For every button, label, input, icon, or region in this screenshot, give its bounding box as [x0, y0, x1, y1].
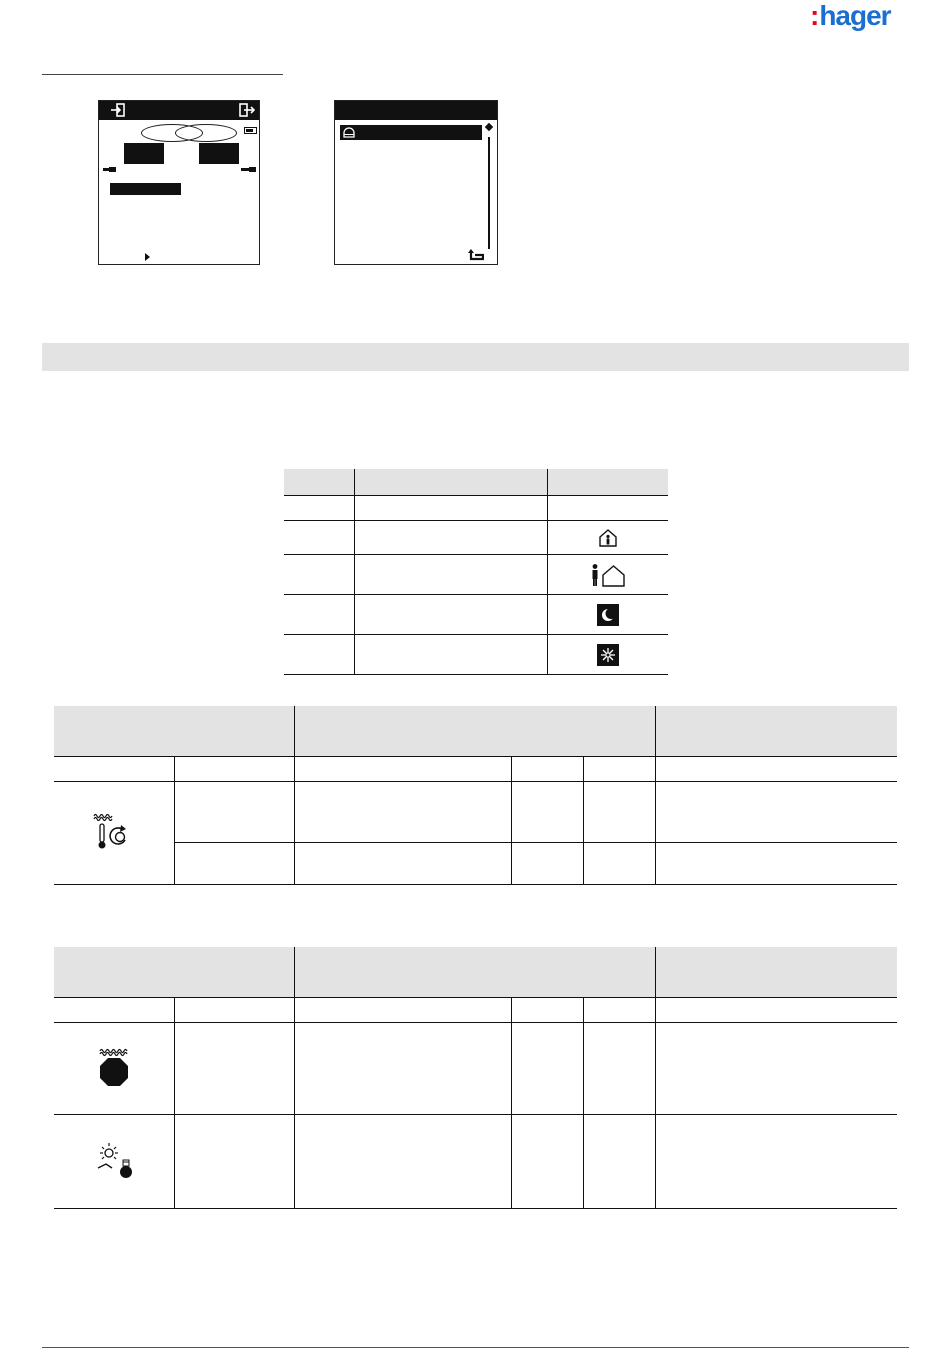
table-cell [294, 998, 511, 1023]
thermometer-heat-cycle-icon [92, 812, 136, 852]
header-cell [548, 469, 668, 496]
table-cell [174, 757, 294, 782]
table-cell [548, 496, 668, 521]
plug-right-wire [241, 168, 249, 171]
table-cell [548, 595, 668, 635]
screen-top-bar [335, 101, 497, 120]
table-row [284, 635, 668, 675]
table-cell [655, 843, 897, 885]
table-cell [583, 757, 655, 782]
person-away-home-icon [590, 563, 626, 587]
table-cell [354, 595, 547, 635]
header-cell [655, 947, 897, 998]
logo-colon: : [810, 0, 819, 31]
table-cell [655, 757, 897, 782]
table-header-row [54, 706, 897, 757]
hager-logo [810, 0, 891, 32]
table-cell [655, 782, 897, 843]
scrollbar[interactable] [488, 137, 490, 249]
table-row [284, 595, 668, 635]
device-screen-menu [334, 100, 498, 265]
scroll-diamond-icon [485, 123, 493, 131]
table-cell [354, 555, 547, 595]
snowflake-icon [597, 644, 619, 666]
sun-cold-icon [92, 1140, 136, 1180]
table-cell [54, 1023, 174, 1115]
login-icon [111, 103, 125, 117]
table-header-row [284, 469, 668, 496]
function-table-b [54, 947, 897, 1209]
logout-icon [239, 103, 255, 117]
table-cell [354, 635, 547, 675]
table-cell [511, 1023, 583, 1115]
table-row [54, 1023, 897, 1115]
table-cell [548, 555, 668, 595]
table-cell [174, 998, 294, 1023]
table-row [54, 1115, 897, 1209]
plug-right-icon [249, 167, 256, 172]
selected-menu-bar[interactable] [110, 183, 181, 195]
table-cell [511, 757, 583, 782]
table-cell [511, 998, 583, 1023]
table-cell [54, 782, 174, 885]
table-row [284, 555, 668, 595]
right-ellipse [175, 124, 237, 142]
logo-text: hager [819, 0, 891, 31]
table-cell [294, 1115, 511, 1209]
table-cell [655, 1115, 897, 1209]
table-header-row [54, 947, 897, 998]
moon-icon [597, 604, 619, 626]
table-row [54, 782, 897, 843]
table-cell [174, 1023, 294, 1115]
table-cell [284, 496, 354, 521]
table-subheader-row [54, 998, 897, 1023]
table-cell [284, 555, 354, 595]
table-cell [294, 782, 511, 843]
stop-heat-icon [97, 1047, 131, 1087]
table-cell [54, 757, 174, 782]
function-table-a [54, 706, 897, 885]
header-cell [54, 706, 294, 757]
table-cell [174, 782, 294, 843]
table-cell [583, 782, 655, 843]
home-person-icon [597, 528, 619, 548]
top-rule [42, 74, 283, 75]
table-cell [54, 998, 174, 1023]
table-cell [583, 998, 655, 1023]
play-arrow-icon [145, 253, 150, 261]
table-subheader-row [54, 757, 897, 782]
table-cell [284, 635, 354, 675]
value-block-left [124, 143, 164, 164]
table-cell [655, 998, 897, 1023]
back-return-icon[interactable] [468, 247, 484, 261]
table-row [284, 496, 668, 521]
selected-menu-item[interactable] [340, 125, 482, 140]
table-cell [284, 521, 354, 555]
header-cell [655, 706, 897, 757]
battery-icon [244, 127, 257, 134]
header-cell [284, 469, 354, 496]
table-cell [511, 1115, 583, 1209]
device-screen-home [98, 100, 260, 265]
table-cell [174, 1115, 294, 1209]
table-cell [174, 843, 294, 885]
table-cell [583, 1023, 655, 1115]
table-cell [511, 843, 583, 885]
table-cell [511, 782, 583, 843]
section-heading-bar [42, 343, 909, 371]
table-cell [583, 843, 655, 885]
table-row [284, 521, 668, 555]
header-cell [294, 947, 655, 998]
table-cell [294, 757, 511, 782]
table-cell [354, 496, 547, 521]
screen-top-bar [99, 101, 259, 120]
table-cell [54, 1115, 174, 1209]
table-row [54, 843, 897, 885]
table-cell [354, 521, 547, 555]
table-cell [548, 635, 668, 675]
value-block-right [199, 143, 239, 164]
table-cell [583, 1115, 655, 1209]
plug-left-tip [109, 167, 116, 172]
table-cell [548, 521, 668, 555]
table-cell [294, 1023, 511, 1115]
mode-table [284, 469, 668, 675]
header-cell [54, 947, 294, 998]
footer-rule [42, 1347, 909, 1348]
table-cell [284, 595, 354, 635]
table-cell [655, 1023, 897, 1115]
header-cell [294, 706, 655, 757]
profile-icon [342, 126, 356, 139]
table-cell [294, 843, 511, 885]
header-cell [354, 469, 547, 496]
